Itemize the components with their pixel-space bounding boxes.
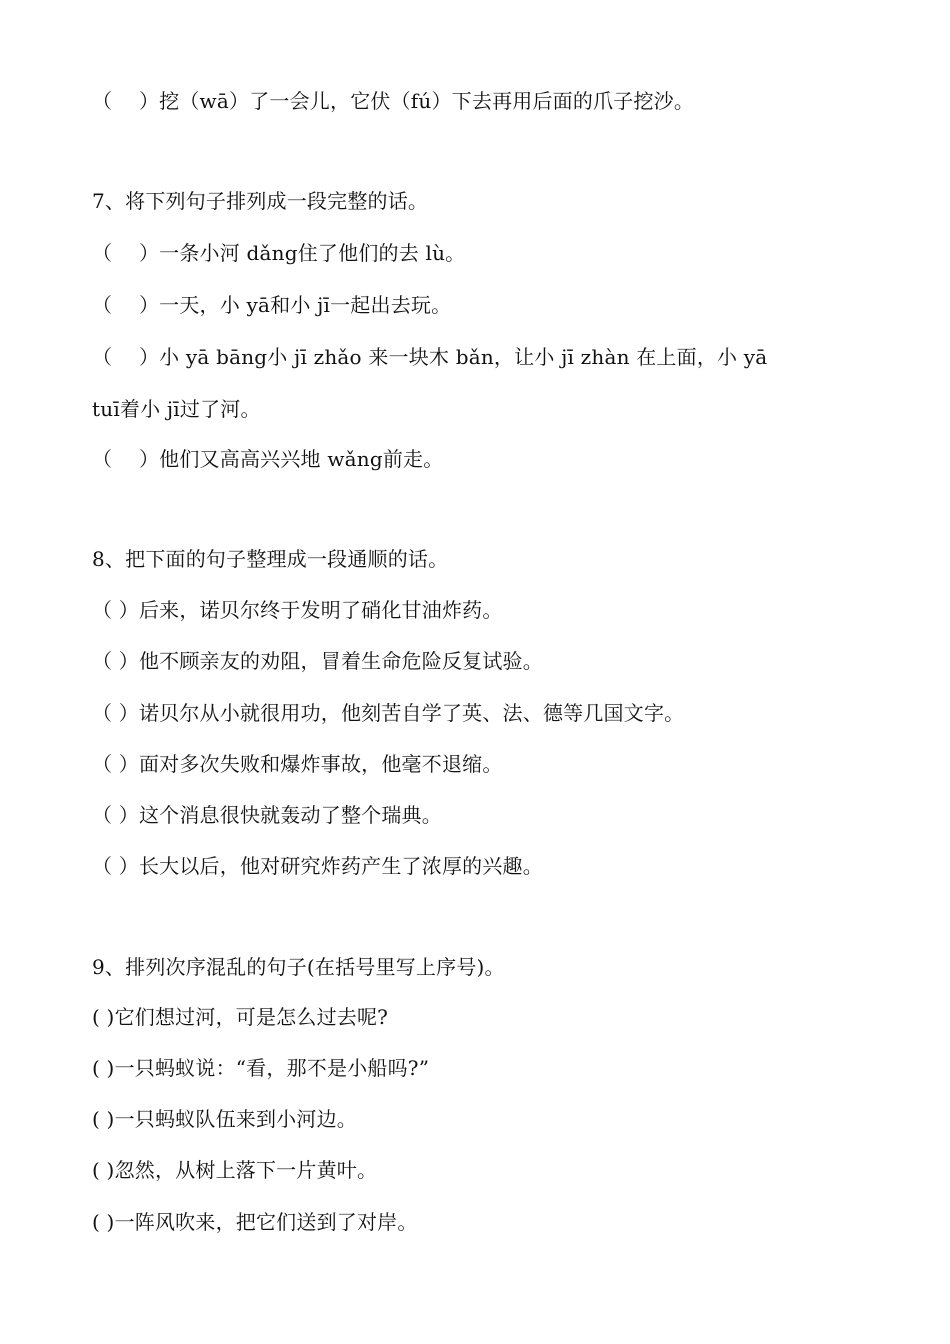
section-8-item: （ ）长大以后，他对研究炸药产生了浓厚的兴趣。: [92, 854, 543, 878]
section-9-item: ( )它们想过河，可是怎么过去呢?: [92, 1005, 389, 1029]
section-7-heading: 7、将下列句子排列成一段完整的话。: [92, 189, 429, 213]
section-9-item: ( )忽然，从树上落下一片黄叶。: [92, 1158, 378, 1182]
section-7-item: （ ）一条小河 dǎng住了他们的去 lù。: [92, 241, 466, 265]
section-8-item: （ ）面对多次失败和爆炸事故，他毫不退缩。: [92, 752, 503, 776]
section-7-item: （ ）一天，小 yā和小 jī一起出去玩。: [92, 293, 452, 317]
section-8-item: （ ）这个消息很快就轰动了整个瑞典。: [92, 803, 442, 827]
section-7-item-continuation: tuī着小 jī过了河。: [92, 397, 261, 421]
section-8-item: （ ）后来，诺贝尔终于发明了硝化甘油炸药。: [92, 598, 503, 622]
section-9-item: ( )一阵风吹来，把它们送到了对岸。: [92, 1210, 418, 1234]
section-7-item: （ ）小 yā bāng小 jī zhǎo 来一块木 bǎn，让小 jī zhàn 在上面，小 yā: [92, 345, 768, 369]
section-8-heading: 8、把下面的句子整理成一段通顺的话。: [92, 547, 449, 571]
section-8-item: （ ）诺贝尔从小就很用功，他刻苦自学了英、法、德等几国文字。: [92, 701, 685, 725]
section-6-last-line: （ ）挖（wā）了一会儿，它伏（fú）下去再用后面的爪子挖沙。: [92, 89, 695, 113]
section-9-item: ( )一只蚂蚁队伍来到小河边。: [92, 1107, 357, 1131]
section-9-heading: 9、排列次序混乱的句子(在括号里写上序号)。: [92, 955, 505, 979]
section-7-item: （ ）他们又高高兴兴地 wǎng前走。: [92, 447, 444, 471]
section-9-item: ( )一只蚂蚁说：“看，那不是小船吗?”: [92, 1056, 430, 1080]
section-8-item: （ ）他不顾亲友的劝阻，冒着生命危险反复试验。: [92, 649, 543, 673]
